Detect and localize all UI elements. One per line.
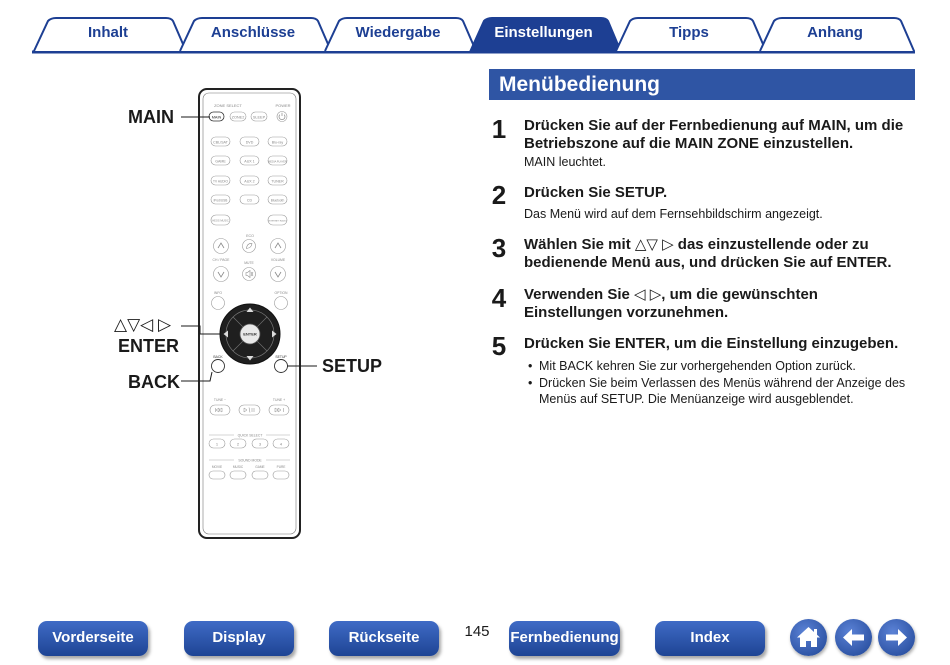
info-button[interactable]: [212, 297, 225, 310]
remote-illustration: [0, 80, 480, 550]
volume-down-button[interactable]: [271, 267, 286, 282]
mute-label: MUTE: [244, 261, 254, 265]
previous-button[interactable]: [210, 405, 230, 415]
callout-arrows: △▽◁ ▷: [114, 315, 172, 334]
display-button[interactable]: Display: [184, 621, 294, 656]
tune-minus-label: TUNE −: [213, 398, 227, 402]
quick-select-3-button[interactable]: [252, 439, 268, 448]
step-title: Wählen Sie mit △▽ ▷ das einzustellende oder zu bedienende Menü aus, und drücken Sie auf ENTER.: [524, 236, 892, 271]
page-title: Menübedienung: [489, 69, 915, 100]
source-media-player-button[interactable]: [268, 156, 287, 165]
zone2-label: ZONE2: [231, 115, 245, 120]
callout-enter: ENTER: [118, 336, 180, 356]
power-button[interactable]: [277, 112, 287, 122]
step-title: Drücken Sie auf der Fernbedienung auf MAIN, um die Betriebszone auf die MAIN ZONE einzustellen.: [524, 117, 904, 152]
option-button[interactable]: [275, 297, 288, 310]
eco-button[interactable]: [243, 240, 256, 253]
sound-mode-label: SOUND MODE: [238, 458, 262, 463]
quick-select-2-button[interactable]: [230, 439, 246, 448]
mute-button[interactable]: [243, 268, 256, 281]
tune-plus-label: TUNE +: [272, 398, 286, 402]
sleep-button[interactable]: [251, 112, 267, 121]
aux1-label: AUX 1: [244, 159, 255, 164]
page-number: 145: [464, 623, 490, 640]
power-label: POWER: [275, 103, 291, 108]
game-label: GAME: [215, 159, 226, 164]
bluray-label: Blu-ray: [271, 140, 284, 145]
callout-back: BACK: [128, 372, 180, 392]
music-button[interactable]: [230, 471, 246, 479]
quick-select-label: QUICK SELECT: [237, 433, 263, 438]
option-label: OPTION: [274, 291, 288, 295]
setup-label: SETUP: [275, 355, 287, 359]
pure-button[interactable]: [273, 471, 289, 479]
tab-tipps[interactable]: Tipps: [669, 24, 709, 41]
vorderseite-button[interactable]: Vorderseite: [38, 621, 148, 656]
bullet-text: Mit BACK kehren Sie zur vorhergehenden Option zurück.: [539, 359, 856, 373]
movie-label: MOVIE: [211, 465, 223, 469]
internet-radio-label: INTERNET RADIO: [268, 220, 287, 223]
enter-button[interactable]: [240, 324, 260, 344]
enter-button-label: ENTER: [243, 331, 257, 337]
media-player-label: MEDIA PLAYER: [268, 160, 287, 164]
quick-select-3-label: 3: [258, 441, 262, 447]
source-ipod-usb-button[interactable]: [211, 195, 230, 204]
quick-select-4-label: 4: [279, 441, 283, 447]
pure-label: PURE: [276, 465, 286, 469]
info-label: INFO: [213, 291, 223, 295]
heos-music-label: HEOS MUSIC: [212, 219, 229, 223]
callout-main: MAIN: [128, 107, 174, 127]
source-dvd-button[interactable]: [240, 137, 259, 146]
source-bluray-button[interactable]: [268, 137, 287, 146]
setup-button[interactable]: [275, 360, 288, 373]
step-body: Das Menü wird auf dem Fernsehbildschirm angezeigt.: [524, 207, 823, 221]
source-aux1-button[interactable]: [240, 156, 259, 165]
source-bluetooth-button[interactable]: [268, 195, 287, 204]
tuner-label: TUNER: [271, 179, 284, 184]
sleep-label: SLEEP: [252, 115, 266, 120]
eco-label: ECO: [246, 234, 254, 238]
arrow-right-icon: [878, 619, 915, 656]
aux2-label: AUX 2: [244, 179, 255, 184]
tv-audio-label: TV AUDIO: [213, 179, 228, 184]
step-number: 5: [491, 331, 507, 361]
bluetooth-label: Bluetooth: [270, 198, 285, 203]
fernbedienung-button[interactable]: Fernbedienung: [509, 621, 620, 656]
step-title: Drücken Sie SETUP.: [524, 184, 668, 201]
volume-up-button[interactable]: [271, 239, 286, 254]
zone-select-label: ZONE SELECT: [214, 103, 242, 108]
source-tuner-button[interactable]: [268, 176, 287, 185]
home-button[interactable]: [790, 619, 827, 656]
movie-button[interactable]: [209, 471, 225, 479]
bullet-item: [528, 358, 908, 374]
volume-label: VOLUME: [270, 258, 286, 262]
source-internet-radio-button[interactable]: [268, 215, 287, 225]
rueckseite-button[interactable]: Rückseite: [329, 621, 439, 656]
arrow-left-icon: [835, 619, 872, 656]
quick-select-1-button[interactable]: [209, 439, 225, 448]
home-icon: [790, 619, 827, 656]
tab-inhalt[interactable]: Inhalt: [88, 24, 128, 41]
tab-anhang[interactable]: Anhang: [807, 24, 863, 41]
source-heos-music-button[interactable]: [211, 215, 230, 225]
main-button[interactable]: [209, 112, 224, 121]
game-mode-label: GAME: [255, 465, 265, 469]
ch-page-label: CH / PAGE: [212, 258, 230, 262]
step-number: 1: [491, 114, 507, 144]
main-button-label: MAIN: [211, 115, 222, 120]
ch-page-up-button[interactable]: [214, 239, 229, 254]
bullet-text: Drücken Sie beim Verlassen des Menüs während der Anzeige des Menüs auf SETUP. Die Menüanzeige wird ausgeblendet.: [539, 376, 906, 406]
tab-einstellungen[interactable]: Einstellungen: [494, 24, 593, 41]
step-title: Verwenden Sie ◁ ▷, um die gewünschten Einstellungen vorzunehmen.: [524, 286, 818, 321]
bullet-item: [528, 375, 908, 407]
zone2-button[interactable]: [230, 112, 246, 121]
tab-wiedergabe[interactable]: Wiedergabe: [355, 24, 441, 41]
dvd-label: DVD: [245, 140, 254, 145]
cbl-sat-label: CBL/SAT: [213, 140, 228, 145]
source-tv-audio-button[interactable]: [211, 176, 230, 185]
step-title: Drücken Sie ENTER, um die Einstellung einzugeben.: [524, 335, 899, 352]
step-number: 3: [491, 233, 507, 263]
callout-setup: SETUP: [322, 356, 383, 376]
tab-anschluesse[interactable]: Anschlüsse: [210, 24, 296, 41]
ch-page-down-button[interactable]: [214, 267, 229, 282]
quick-select-2-label: 2: [236, 441, 240, 447]
step-number: 4: [491, 283, 507, 313]
ipod-usb-label: iPod/USB: [213, 198, 228, 203]
forward-nav-button[interactable]: [878, 619, 915, 656]
back-label: BACK: [213, 355, 223, 359]
step-body: MAIN leuchtet.: [524, 155, 606, 169]
bullet-dot: •: [528, 376, 533, 390]
play-pause-button[interactable]: [239, 405, 260, 415]
bullet-dot: •: [528, 359, 533, 373]
step-number: 2: [491, 180, 507, 210]
music-label: MUSIC: [232, 465, 244, 469]
source-game-button[interactable]: [211, 156, 230, 165]
quick-select-1-label: 1: [215, 441, 219, 447]
source-cbl-sat-button[interactable]: [211, 137, 230, 146]
index-button[interactable]: Index: [655, 621, 765, 656]
back-button[interactable]: [212, 360, 225, 373]
source-aux2-button[interactable]: [240, 176, 259, 185]
remote-control: [0, 80, 480, 550]
tab-bar: [0, 0, 950, 56]
source-cd-button[interactable]: [240, 195, 259, 204]
cd-label: CD: [246, 198, 253, 203]
quick-select-4-button[interactable]: [273, 439, 289, 448]
back-nav-button[interactable]: [835, 619, 872, 656]
next-button[interactable]: [269, 405, 289, 415]
game-mode-button[interactable]: [252, 471, 268, 479]
